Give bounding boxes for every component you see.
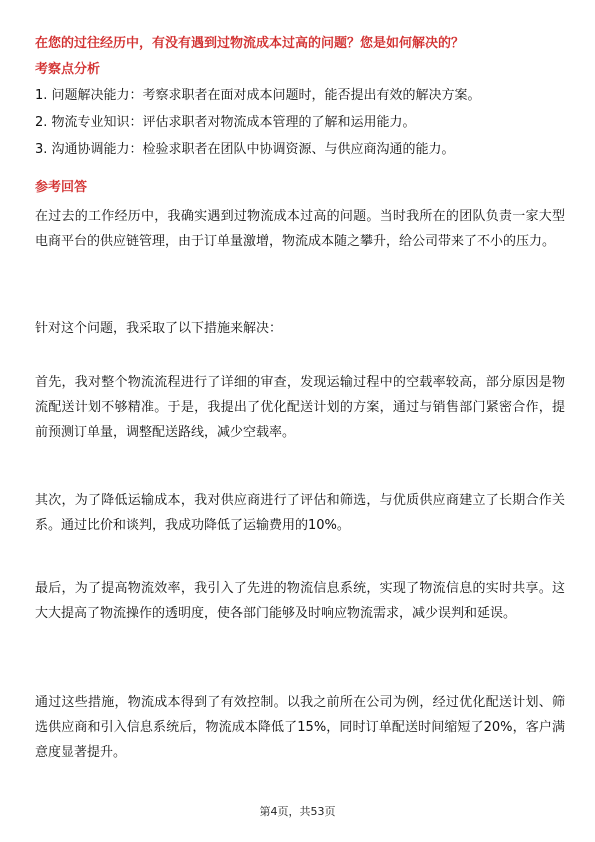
- analysis-heading: 考察点分析: [35, 62, 101, 77]
- answer-heading: 参考回答: [35, 180, 88, 195]
- answer-paragraph: 首先，我对整个物流流程进行了详细的审查，发现运输过程中的空载率较高，部分原因是物流配送计划不够精准。于是，我提出了优化配送计划的方案，通过与销售部门紧密合作，提前预测订单量，调整配送路线，减少空载率。: [35, 375, 565, 440]
- answer-paragraph: 通过这些措施，物流成本得到了有效控制。以我之前所在公司为例，经过优化配送计划、筛选供应商和引入信息系统后，物流成本降低了15%，同时订单配送时间缩短了20%，客户满意度显著提升。: [35, 695, 565, 760]
- analysis-item: 3. 沟通协调能力：检验求职者在团队中协调资源、与供应商沟通的能力。: [35, 142, 455, 157]
- page-number: 第4页，共53页: [259, 805, 336, 818]
- analysis-item: 1. 问题解决能力：考察求职者在面对成本问题时，能否提出有效的解决方案。: [35, 88, 481, 103]
- answer-paragraph: 最后，为了提高物流效率，我引入了先进的物流信息系统，实现了物流信息的实时共享。这大大提高了物流操作的透明度，使各部门能够及时响应物流需求，减少误判和延误。: [35, 581, 565, 621]
- question-title: 在您的过往经历中，有没有遇到过物流成本过高的问题？您是如何解决的？: [35, 36, 465, 51]
- analysis-item: 2. 物流专业知识：评估求职者对物流成本管理的了解和运用能力。: [35, 115, 416, 130]
- answer-paragraph: 其次，为了降低运输成本，我对供应商进行了评估和筛选，与优质供应商建立了长期合作关系。通过比价和谈判，我成功降低了运输费用的10%。: [35, 493, 565, 533]
- answer-paragraph: 针对这个问题，我采取了以下措施来解决：: [35, 321, 283, 336]
- answer-paragraph: 在过去的工作经历中，我确实遇到过物流成本过高的问题。当时我所在的团队负责一家大型电商平台的供应链管理，由于订单量激增，物流成本随之攀升，给公司带来了不小的压力。: [35, 209, 565, 249]
- analysis-list: [35, 86, 565, 167]
